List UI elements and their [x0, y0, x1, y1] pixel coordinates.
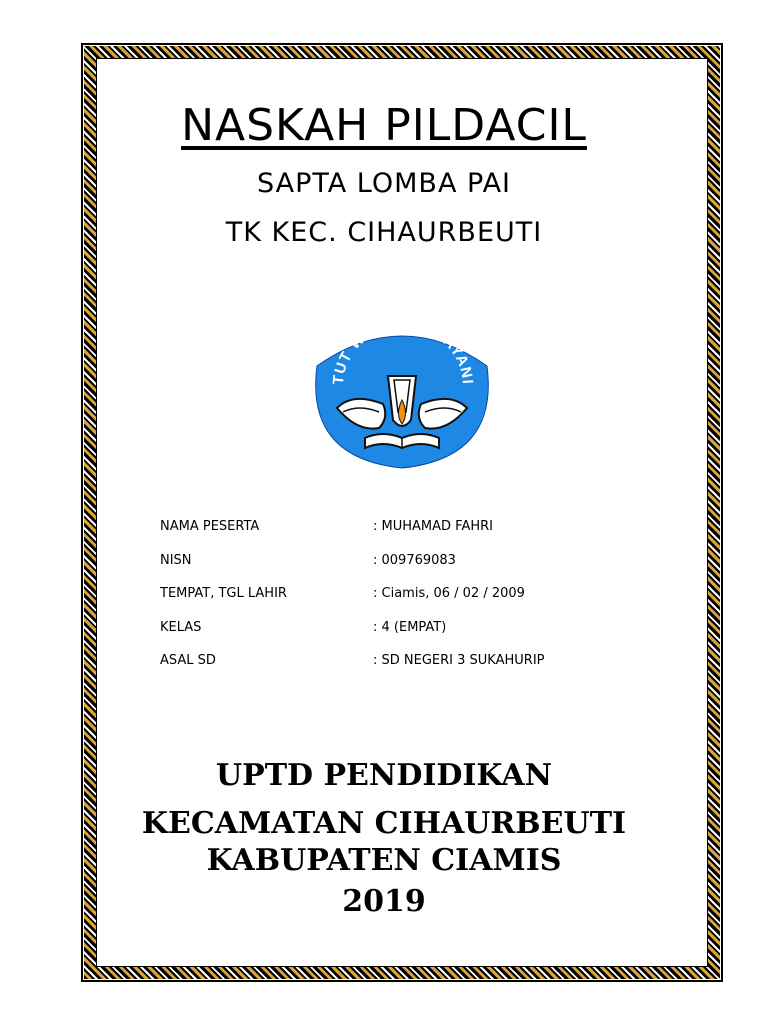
info-value: : 4 (EMPAT) [373, 619, 447, 635]
document-title: NASKAH PILDACIL [181, 100, 587, 151]
participant-info [160, 519, 640, 687]
subtitle-location: TK KEC. CIHAURBEUTI [225, 217, 543, 248]
tut-wuri-handayani-logo [313, 308, 491, 470]
info-label: NISN [160, 552, 192, 568]
info-row-birth [160, 586, 640, 620]
info-label: NAMA PESERTA [160, 519, 260, 534]
footer-year: 2019 [342, 884, 426, 919]
subtitle-event: SAPTA LOMBA PAI [256, 168, 512, 199]
info-label: TEMPAT, TGL LAHIR [160, 586, 287, 601]
logo-motto-text: TUT WURI HANDAYANI [329, 314, 477, 386]
info-row-name [160, 519, 640, 553]
info-label: ASAL SD [160, 653, 216, 668]
footer-regency: KABUPATEN CIAMIS [206, 843, 562, 878]
info-row-school [160, 653, 640, 687]
info-value: : 009769083 [373, 552, 456, 568]
info-value: : MUHAMAD FAHRI [373, 519, 493, 534]
footer-district: KECAMATAN CIHAURBEUTI [141, 806, 627, 841]
info-label: KELAS [160, 619, 202, 635]
footer-institution: UPTD PENDIDIKAN [215, 758, 552, 793]
info-row-class [160, 620, 640, 654]
info-row-nisn [160, 553, 640, 587]
info-value: : Ciamis, 06 / 02 / 2009 [373, 586, 525, 601]
info-value: : SD NEGERI 3 SUKAHURIP [373, 653, 545, 668]
